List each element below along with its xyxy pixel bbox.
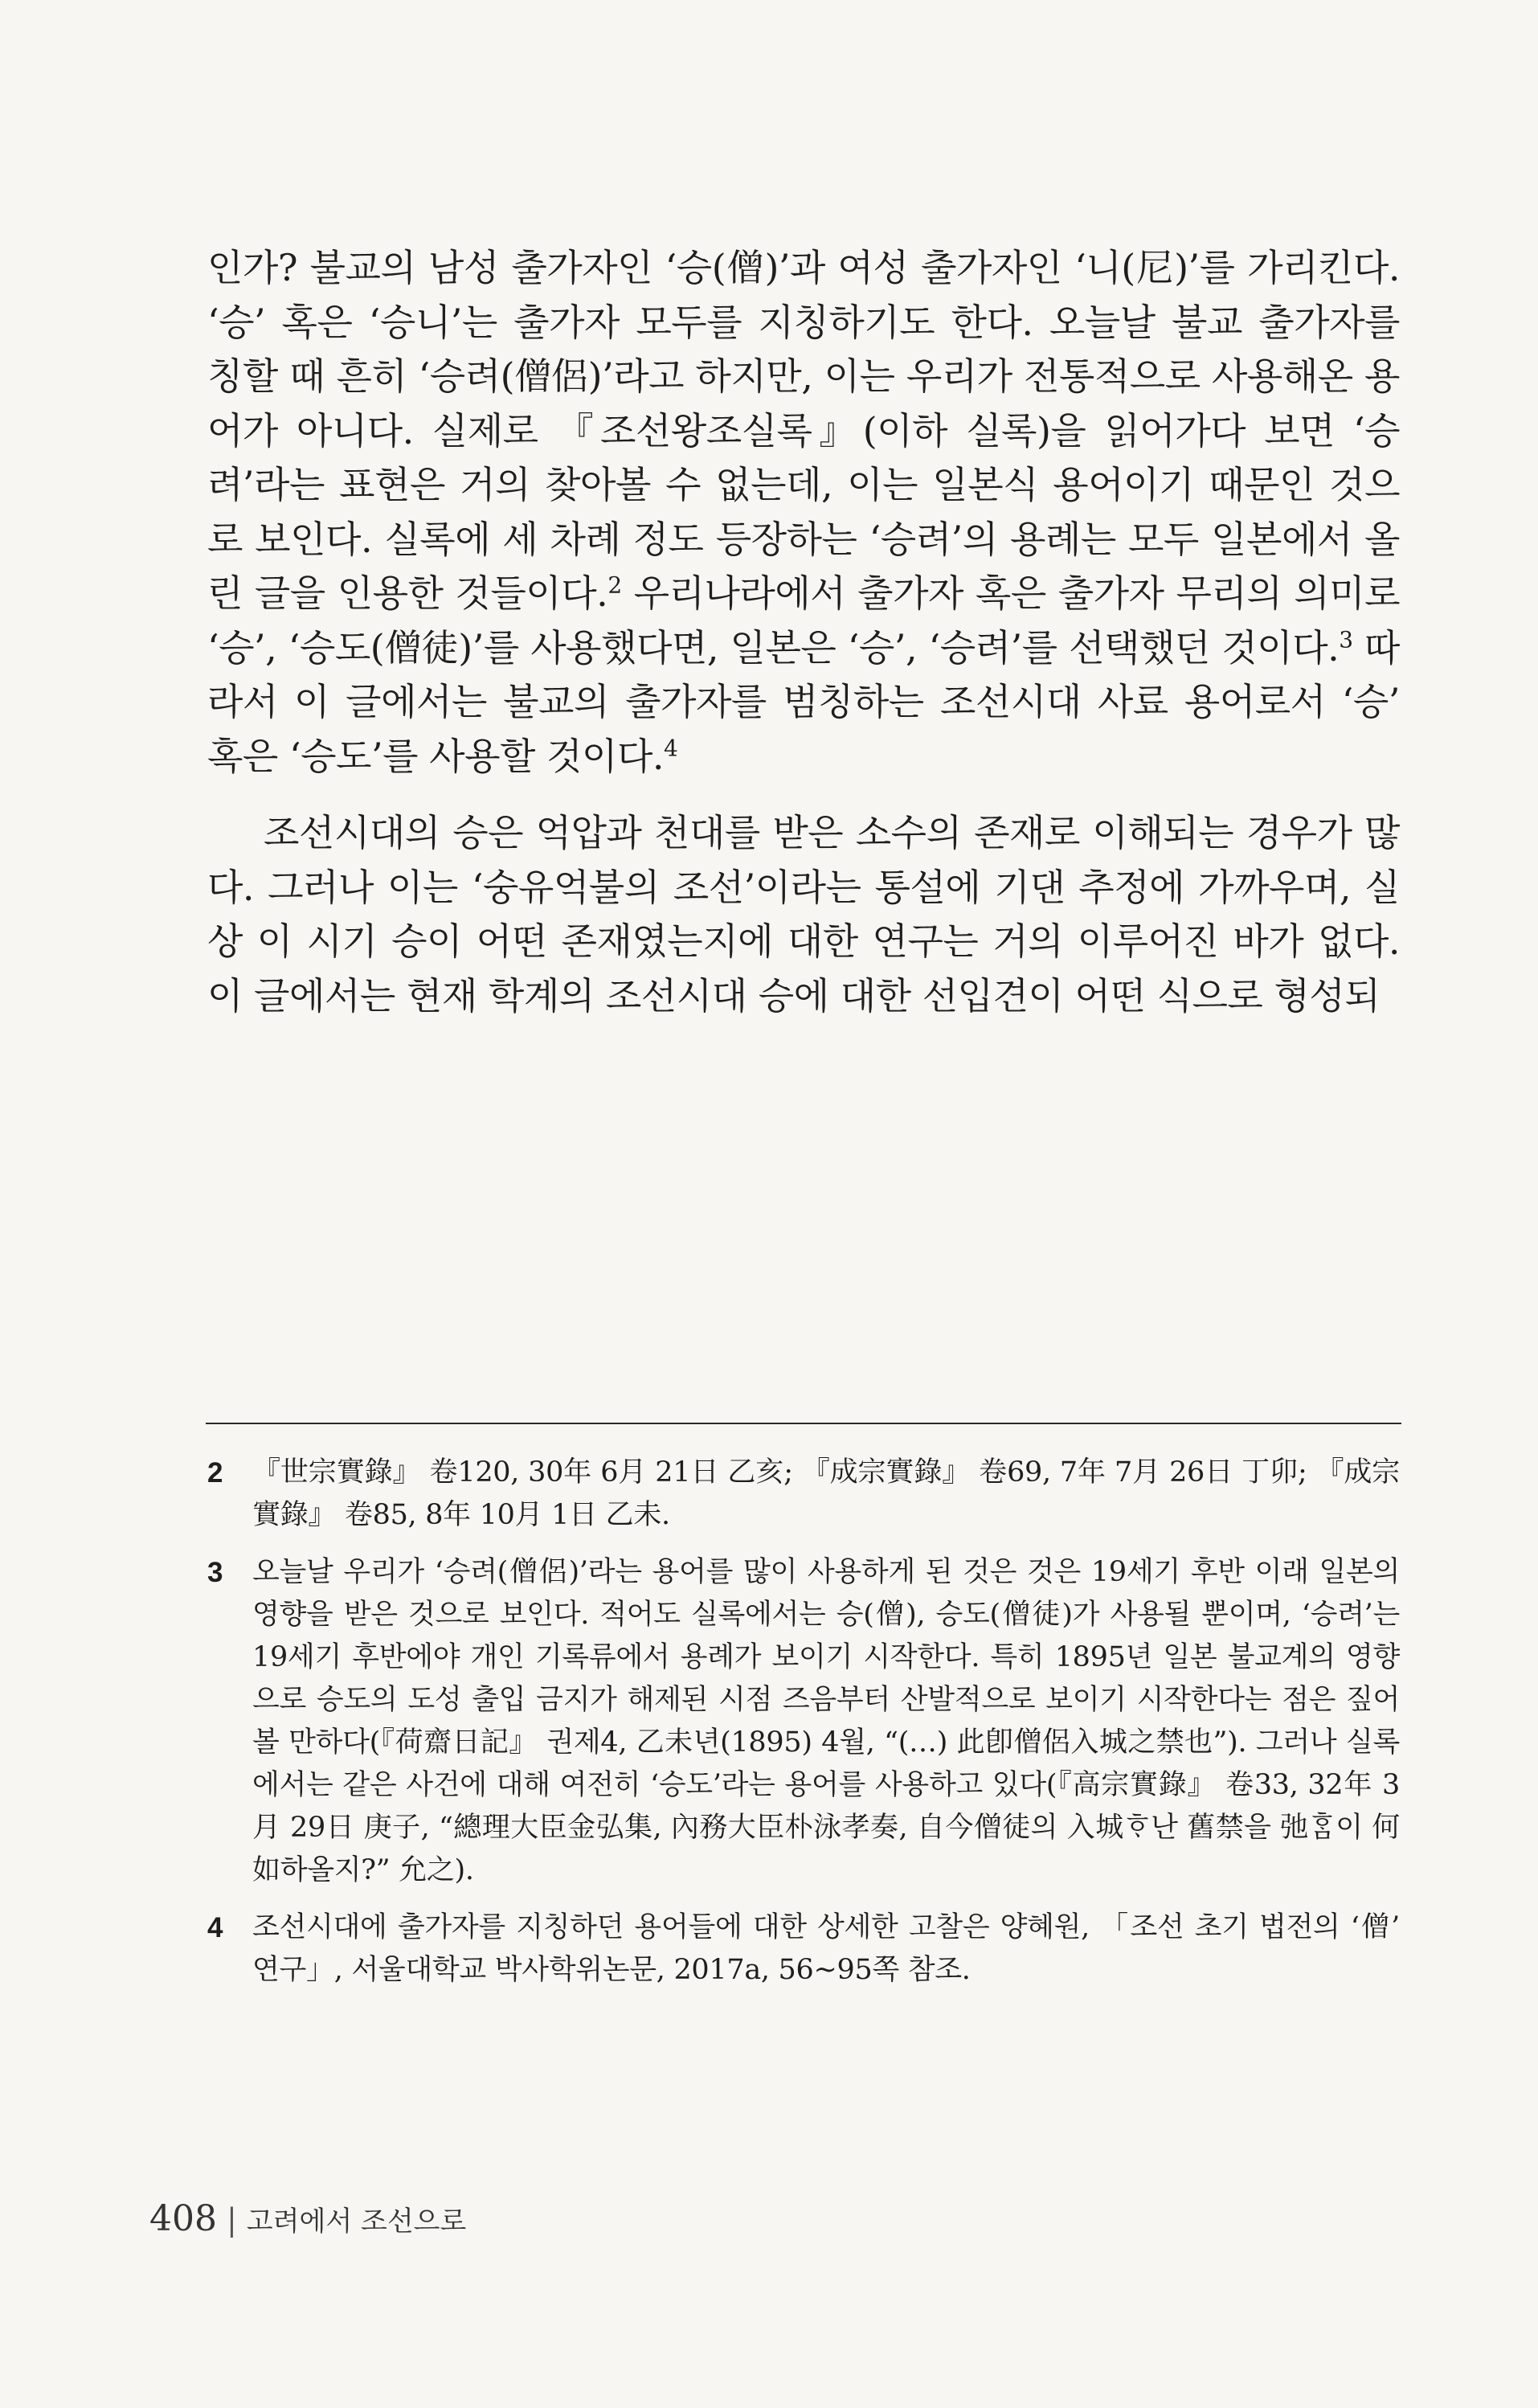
paragraph-1 [207, 241, 1400, 784]
footnote-ref-3[interactable]: 3 [1339, 626, 1353, 653]
footnote-text: 조선시대에 출가자를 지칭하던 용어들에 대한 상세한 고찰은 양혜원, 「조선 초기 법전의 ‘僧’ 연구」, 서울대학교 박사학위논문, 2017a, 56~95쪽 참조. [252, 1911, 1400, 1986]
footer-separator: | [226, 2202, 237, 2238]
paragraph-2: 조선시대의 승은 억압과 천대를 받은 소수의 존재로 이해되는 경우가 많다. 그러나 이는 ‘숭유억불의 조선’이라는 통설에 기댄 추정에 가까우며, 실상 이 시기 승이 어떤 존재였는지에 대한 연구는 거의 이루어진 바가 없다. 이 글에서는 현재 학계의 조선시대 승에 대한 선입견이 어떤 식으로 형성되 [207, 811, 1400, 1018]
footnote-number: 2 [207, 1457, 223, 1489]
paragraph-1-part-c: 따라서 이 글에서는 불교의 출가자를 범칭하는 조선시대 사료 용어로서 ‘승’ 혹은 ‘승도’를 사용할 것이다. [207, 625, 1400, 778]
book-title: 고려에서 조선으로 [246, 2205, 467, 2238]
footnote-2 [207, 1452, 1400, 1537]
page-footer [149, 2199, 466, 2242]
footnote-ref-4[interactable]: 4 [664, 735, 678, 762]
footnote-divider [206, 1423, 1401, 1424]
page-number: 408 [149, 2198, 217, 2239]
footnote-ref-2[interactable]: 2 [607, 571, 622, 599]
paragraph-1-part-a: 인가? 불교의 남성 출가자인 ‘승(僧)’과 여성 출가자인 ‘니(尼)’를 가리킨다. ‘승’ 혹은 ‘승니’는 출가자 모두를 지칭하기도 한다. 오늘날 불교 출가자를 칭할 때 흔히 ‘승려(僧侶)’라고 하지만, 이는 우리가 전통적으로 사용해온 용어가 아니다. 실제로 『조선왕조실록』(이하 실록)을 읽어가다 보면 ‘승려’라는 표현은 거의 찾아볼 수 없는데, 이는 일본식 용어이기 때문인 것으로 보인다. 실록에 세 차례 정도 등장하는 ‘승려’의 용례는 모두 일본에서 올린 글을 인용한 것들이다. [207, 246, 1400, 615]
footnotes [207, 1452, 1400, 2006]
footnote-number: 4 [207, 1912, 223, 1943]
footnote-3 [207, 1551, 1400, 1892]
paragraph-1-part-b: 우리나라에서 출가자 혹은 출가자 무리의 의미로 ‘승’, ‘승도(僧徒)’를 사용했다면, 일본은 ‘승’, ‘승려’를 선택했던 것이다. [207, 571, 1400, 670]
footnote-text: 『世宗實錄』 卷120, 30年 6月 21日 乙亥; 『成宗實錄』 卷69, 7年 7月 26日 丁卯; 『成宗實錄』 卷85, 8年 10月 1日 乙未. [252, 1456, 1400, 1531]
footnote-4 [207, 1906, 1400, 1992]
footnote-number: 3 [207, 1557, 223, 1588]
footnote-text: 오늘날 우리가 ‘승려(僧侶)’라는 용어를 많이 사용하게 된 것은 것은 19세기 후반 이래 일본의 영향을 받은 것으로 보인다. 적어도 실록에서는 승(僧), 승도(僧徒)가 사용될 뿐이며, ‘승려’는 19세기 후반에야 개인 기록류에서 용례가 보이기 시작한다. 특히 1895년 일본 불교계의 영향으로 승도의 도성 출입 금지가 해제된 시점 즈음부터 산발적으로 보이기 시작한다는 점은 짚어볼 만하다(『荷齋日記』 권제4, 乙未년(1895) 4월, “(…) 此卽僧侶入城之禁也”). 그러나 실록에서는 같은 사건에 대해 여전히 ‘승도’라는 용어를 사용하고 있다(『高宗實錄』 卷33, 32年 3月 29日 庚子, “總理大臣金弘集, 內務大臣朴泳孝奏, 自今僧徒의 入城ᄒᆞ난 舊禁을 弛ᄒᆞᆷ이 何如하올지?” 允之). [252, 1556, 1400, 1886]
main-text [207, 241, 1400, 1023]
